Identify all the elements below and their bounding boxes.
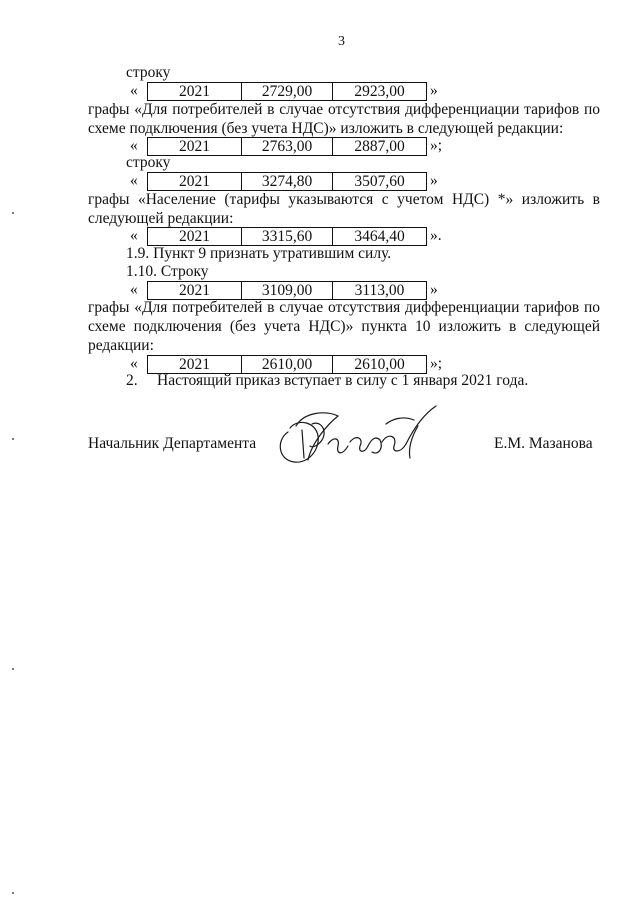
value-cell: 2923,00 (354, 83, 405, 100)
close-quote: »; (430, 137, 443, 154)
item-2-text: Настоящий приказ вступает в силу с 1 января 2021 года. (157, 372, 529, 389)
paragraph-line: следующей редакции: (88, 210, 234, 227)
open-quote: « (130, 355, 138, 372)
scan-dot (12, 668, 14, 670)
value-cell: 2763,00 (242, 138, 333, 155)
signatory-position: Начальник Департамента (88, 435, 257, 452)
stroku-label: строку (126, 154, 171, 171)
paragraph-line: графы «Для потребителей в случае отсутствия дифференциации тарифов по (88, 101, 600, 118)
paragraph-line: редакции: (88, 337, 154, 354)
item-1-9: 1.9. Пункт 9 признать утратившим силу. (126, 245, 392, 262)
scan-dot (12, 212, 14, 214)
paragraph-line: схеме подключения (без учета НДС)» изложить в следующей редакции: (88, 120, 564, 137)
item-2-number: 2. (126, 372, 138, 389)
year-cell: 2021 (148, 83, 242, 100)
open-quote: « (130, 281, 138, 298)
value-cell: 2887,00 (354, 138, 405, 155)
value-table (147, 137, 427, 156)
scan-dot (12, 892, 14, 894)
value-cell: 3274,80 (242, 173, 333, 190)
value-cell: 2610,00 (354, 356, 405, 373)
year-cell: 2021 (148, 228, 242, 245)
year-cell: 2021 (148, 282, 242, 299)
paragraph-line: схеме подключения (без учета НДС)» пункта 10 изложить в следующей (88, 318, 600, 335)
paragraph-line: графы «Для потребителей в случае отсутствия дифференциации тарифов по (88, 299, 600, 316)
value-table (147, 82, 427, 101)
year-cell: 2021 (148, 138, 242, 155)
scan-dot (12, 438, 14, 440)
open-quote: « (130, 227, 138, 244)
item-1-10: 1.10. Строку (126, 263, 209, 280)
close-quote: » (430, 281, 438, 298)
paragraph-line: графы «Население (тарифы указываются с учетом НДС) *» изложить в (88, 191, 600, 208)
open-quote: « (130, 137, 138, 154)
year-cell: 2021 (148, 356, 242, 373)
signature (268, 402, 458, 472)
value-cell: 3113,00 (354, 282, 405, 299)
stroku-label: строку (126, 64, 171, 81)
close-quote: »; (430, 355, 443, 372)
value-cell: 3315,60 (242, 228, 333, 245)
open-quote: « (130, 172, 138, 189)
close-quote: ». (430, 227, 442, 244)
value-cell: 3109,00 (242, 282, 333, 299)
value-table (147, 172, 427, 191)
value-cell: 3507,60 (354, 173, 405, 190)
year-cell: 2021 (148, 173, 242, 190)
value-cell: 2610,00 (242, 356, 333, 373)
value-cell: 2729,00 (242, 83, 333, 100)
value-table (147, 281, 427, 300)
signatory-name: Е.М. Мазанова (494, 435, 593, 452)
value-cell: 3464,40 (354, 228, 405, 245)
value-table (147, 227, 427, 246)
close-quote: » (430, 172, 438, 189)
open-quote: « (130, 82, 138, 99)
page-number: 3 (338, 34, 345, 49)
close-quote: » (430, 82, 438, 99)
